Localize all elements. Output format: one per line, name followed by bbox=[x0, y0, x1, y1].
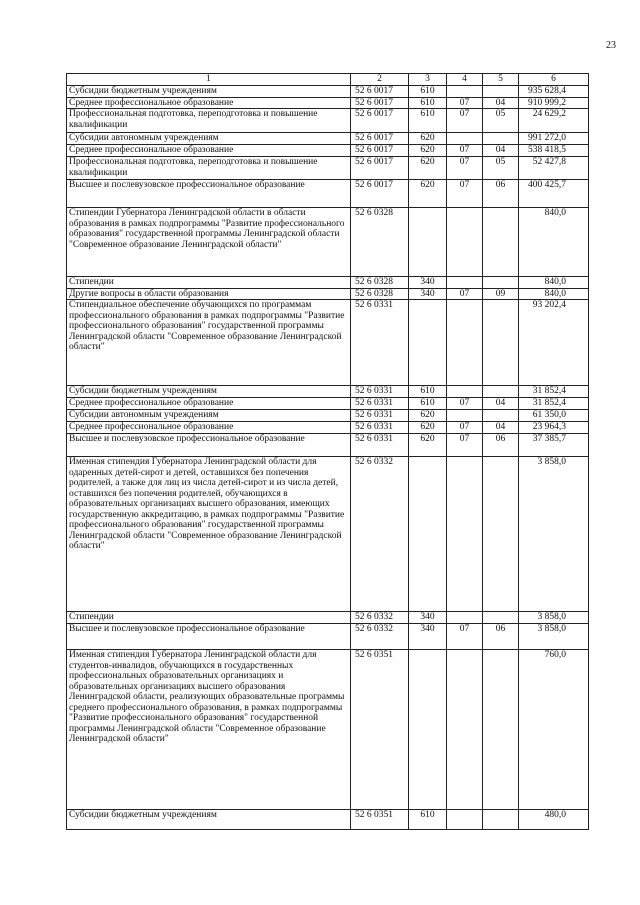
amount-cell: 24 629,2 bbox=[519, 109, 589, 133]
subsection-cell: 05 bbox=[483, 109, 519, 133]
row-name-cell: Высшее и послевузовское профессиональное образование bbox=[67, 434, 351, 457]
table-row bbox=[67, 422, 589, 434]
row-name-cell: Среднее профессиональное образование bbox=[67, 97, 351, 109]
row-name-cell: Высшее и послевузовское профессиональное образование bbox=[67, 180, 351, 208]
row-name-cell: Именная стипендия Губернатора Ленинградской области для одаренных детей-сирот и детей, оставшихся без попечения родителей, а также для лиц из числа детей-сирот и из числа детей, оставшихся без попечения родителей, обучающихся в образовательных организациях высшего образования, имеющих государственную аккредитацию, в рамках подпрограммы "Развитие профессионального образования" государственной программы Ленинградской области "Современное образование Ленинградской области" bbox=[67, 457, 351, 612]
code-cell: 52 6 0331 bbox=[351, 386, 409, 398]
row-name-cell: Среднее профессиональное образование bbox=[67, 145, 351, 157]
section-cell: 07 bbox=[447, 422, 483, 434]
section-cell bbox=[447, 810, 483, 830]
subsection-cell bbox=[483, 650, 519, 810]
amount-cell: 3 858,0 bbox=[519, 612, 589, 624]
row-name-cell: Именная стипендия Губернатора Ленинградской области для студентов-инвалидов, обучающихся в государственных профессиональных образовательных организациях и образовательных организациях высшего образования Ленинградской области, реализующих образовательные программы среднего профессионального образования, в рамках подпрограммы "Развитие профессионального образования" государственной программы Ленинградской области "Современное образование Ленинградской области" bbox=[67, 650, 351, 810]
row-name-cell: Стипендии bbox=[67, 277, 351, 289]
row-name-cell: Субсидии автономным учреждениям bbox=[67, 133, 351, 145]
code-cell: 52 6 0351 bbox=[351, 650, 409, 810]
table-row bbox=[67, 97, 589, 109]
subsection-cell: 04 bbox=[483, 97, 519, 109]
expense-type-cell: 620 bbox=[409, 180, 447, 208]
row-name-cell: Субсидии автономным учреждениям bbox=[67, 410, 351, 422]
table-row bbox=[67, 410, 589, 422]
amount-cell: 840,0 bbox=[519, 288, 589, 300]
subsection-cell bbox=[483, 810, 519, 830]
table-header-row bbox=[67, 74, 589, 86]
header-cell: 3 bbox=[409, 74, 447, 86]
section-cell bbox=[447, 386, 483, 398]
subsection-cell: 04 bbox=[483, 398, 519, 410]
expense-type-cell bbox=[409, 457, 447, 612]
expense-type-cell: 620 bbox=[409, 434, 447, 457]
subsection-cell: 09 bbox=[483, 288, 519, 300]
amount-cell: 910 999,2 bbox=[519, 97, 589, 109]
subsection-cell: 06 bbox=[483, 434, 519, 457]
code-cell: 52 6 0332 bbox=[351, 457, 409, 612]
table-row bbox=[67, 180, 589, 208]
budget-table bbox=[66, 73, 589, 830]
table-body bbox=[67, 74, 589, 830]
subsection-cell bbox=[483, 133, 519, 145]
amount-cell: 935 628,4 bbox=[519, 86, 589, 98]
code-cell: 52 6 0332 bbox=[351, 624, 409, 650]
code-cell: 52 6 0328 bbox=[351, 288, 409, 300]
code-cell: 52 6 0017 bbox=[351, 133, 409, 145]
row-name-cell: Среднее профессиональное образование bbox=[67, 398, 351, 410]
expense-type-cell: 340 bbox=[409, 612, 447, 624]
row-name-cell: Стипендиальное обеспечение обучающихся по программам профессионального образования в рамках подпрограммы "Развитие профессионального образования" государственной программы Ленинградской области "Современное образование Ленинградской области" bbox=[67, 300, 351, 386]
page-number: 23 bbox=[606, 40, 616, 51]
row-name-cell: Высшее и послевузовское профессиональное образование bbox=[67, 624, 351, 650]
code-cell: 52 6 0328 bbox=[351, 208, 409, 277]
section-cell bbox=[447, 457, 483, 612]
section-cell bbox=[447, 86, 483, 98]
row-name-cell: Профессиональная подготовка, переподготовка и повышение квалификации bbox=[67, 157, 351, 180]
header-cell: 4 bbox=[447, 74, 483, 86]
code-cell: 52 6 0331 bbox=[351, 422, 409, 434]
section-cell bbox=[447, 410, 483, 422]
section-cell: 07 bbox=[447, 145, 483, 157]
section-cell bbox=[447, 650, 483, 810]
table-row bbox=[67, 157, 589, 180]
table-row bbox=[67, 300, 589, 386]
subsection-cell: 06 bbox=[483, 624, 519, 650]
section-cell: 07 bbox=[447, 288, 483, 300]
section-cell bbox=[447, 612, 483, 624]
row-name-cell: Среднее профессиональное образование bbox=[67, 422, 351, 434]
expense-type-cell: 340 bbox=[409, 277, 447, 289]
section-cell: 07 bbox=[447, 157, 483, 180]
amount-cell: 400 425,7 bbox=[519, 180, 589, 208]
table-row bbox=[67, 386, 589, 398]
table-row bbox=[67, 277, 589, 289]
amount-cell: 760,0 bbox=[519, 650, 589, 810]
subsection-cell: 04 bbox=[483, 422, 519, 434]
row-name-cell: Субсидии бюджетным учреждениям bbox=[67, 386, 351, 398]
code-cell: 52 6 0331 bbox=[351, 434, 409, 457]
table-row bbox=[67, 434, 589, 457]
code-cell: 52 6 0017 bbox=[351, 145, 409, 157]
expense-type-cell bbox=[409, 650, 447, 810]
expense-type-cell: 610 bbox=[409, 97, 447, 109]
amount-cell: 31 852,4 bbox=[519, 398, 589, 410]
section-cell: 07 bbox=[447, 97, 483, 109]
amount-cell: 840,0 bbox=[519, 277, 589, 289]
table-row bbox=[67, 208, 589, 277]
expense-type-cell: 620 bbox=[409, 422, 447, 434]
code-cell: 52 6 0332 bbox=[351, 612, 409, 624]
expense-type-cell: 340 bbox=[409, 624, 447, 650]
expense-type-cell: 610 bbox=[409, 86, 447, 98]
subsection-cell bbox=[483, 386, 519, 398]
row-name-cell: Другие вопросы в области образования bbox=[67, 288, 351, 300]
amount-cell: 23 964,3 bbox=[519, 422, 589, 434]
amount-cell: 93 202,4 bbox=[519, 300, 589, 386]
header-cell: 2 bbox=[351, 74, 409, 86]
table-row bbox=[67, 145, 589, 157]
amount-cell: 61 350,0 bbox=[519, 410, 589, 422]
section-cell bbox=[447, 300, 483, 386]
header-cell: 6 bbox=[519, 74, 589, 86]
code-cell: 52 6 0017 bbox=[351, 180, 409, 208]
subsection-cell: 06 bbox=[483, 180, 519, 208]
header-cell: 1 bbox=[67, 74, 351, 86]
section-cell: 07 bbox=[447, 109, 483, 133]
table-row bbox=[67, 612, 589, 624]
subsection-cell bbox=[483, 612, 519, 624]
expense-type-cell: 620 bbox=[409, 157, 447, 180]
expense-type-cell bbox=[409, 300, 447, 386]
amount-cell: 31 852,4 bbox=[519, 386, 589, 398]
subsection-cell bbox=[483, 457, 519, 612]
table-row bbox=[67, 398, 589, 410]
code-cell: 52 6 0331 bbox=[351, 300, 409, 386]
section-cell: 07 bbox=[447, 434, 483, 457]
amount-cell: 37 385,7 bbox=[519, 434, 589, 457]
subsection-cell bbox=[483, 300, 519, 386]
code-cell: 52 6 0331 bbox=[351, 398, 409, 410]
code-cell: 52 6 0017 bbox=[351, 97, 409, 109]
code-cell: 52 6 0331 bbox=[351, 410, 409, 422]
code-cell: 52 6 0351 bbox=[351, 810, 409, 830]
code-cell: 52 6 0017 bbox=[351, 109, 409, 133]
table-row bbox=[67, 86, 589, 98]
subsection-cell bbox=[483, 410, 519, 422]
table-row bbox=[67, 650, 589, 810]
expense-type-cell: 610 bbox=[409, 398, 447, 410]
table-row bbox=[67, 109, 589, 133]
section-cell: 07 bbox=[447, 398, 483, 410]
row-name-cell: Стипендии bbox=[67, 612, 351, 624]
row-name-cell: Профессиональная подготовка, переподготовка и повышение квалификации bbox=[67, 109, 351, 133]
expense-type-cell: 620 bbox=[409, 133, 447, 145]
row-name-cell: Субсидии бюджетным учреждениям bbox=[67, 810, 351, 830]
amount-cell: 538 418,5 bbox=[519, 145, 589, 157]
code-cell: 52 6 0017 bbox=[351, 86, 409, 98]
section-cell bbox=[447, 133, 483, 145]
expense-type-cell: 610 bbox=[409, 386, 447, 398]
table-row bbox=[67, 810, 589, 830]
amount-cell: 3 858,0 bbox=[519, 457, 589, 612]
expense-type-cell: 620 bbox=[409, 410, 447, 422]
table-row bbox=[67, 457, 589, 612]
expense-type-cell bbox=[409, 208, 447, 277]
table-row bbox=[67, 133, 589, 145]
amount-cell: 480,0 bbox=[519, 810, 589, 830]
expense-type-cell: 610 bbox=[409, 810, 447, 830]
amount-cell: 840,0 bbox=[519, 208, 589, 277]
table-row bbox=[67, 288, 589, 300]
expense-type-cell: 620 bbox=[409, 145, 447, 157]
amount-cell: 3 858,0 bbox=[519, 624, 589, 650]
expense-type-cell: 610 bbox=[409, 109, 447, 133]
code-cell: 52 6 0017 bbox=[351, 157, 409, 180]
section-cell: 07 bbox=[447, 180, 483, 208]
subsection-cell: 04 bbox=[483, 145, 519, 157]
amount-cell: 52 427,8 bbox=[519, 157, 589, 180]
row-name-cell: Субсидии бюджетным учреждениям bbox=[67, 86, 351, 98]
section-cell: 07 bbox=[447, 624, 483, 650]
row-name-cell: Стипендии Губернатора Ленинградской области в области образования в рамках подпрограммы "Развитие профессионального образования" государственной программы Ленинградской области "Современное образование Ленинградской области" bbox=[67, 208, 351, 277]
subsection-cell bbox=[483, 277, 519, 289]
subsection-cell: 05 bbox=[483, 157, 519, 180]
section-cell bbox=[447, 208, 483, 277]
code-cell: 52 6 0328 bbox=[351, 277, 409, 289]
subsection-cell bbox=[483, 86, 519, 98]
section-cell bbox=[447, 277, 483, 289]
header-cell: 5 bbox=[483, 74, 519, 86]
expense-type-cell: 340 bbox=[409, 288, 447, 300]
table-row bbox=[67, 624, 589, 650]
amount-cell: 991 272,0 bbox=[519, 133, 589, 145]
subsection-cell bbox=[483, 208, 519, 277]
